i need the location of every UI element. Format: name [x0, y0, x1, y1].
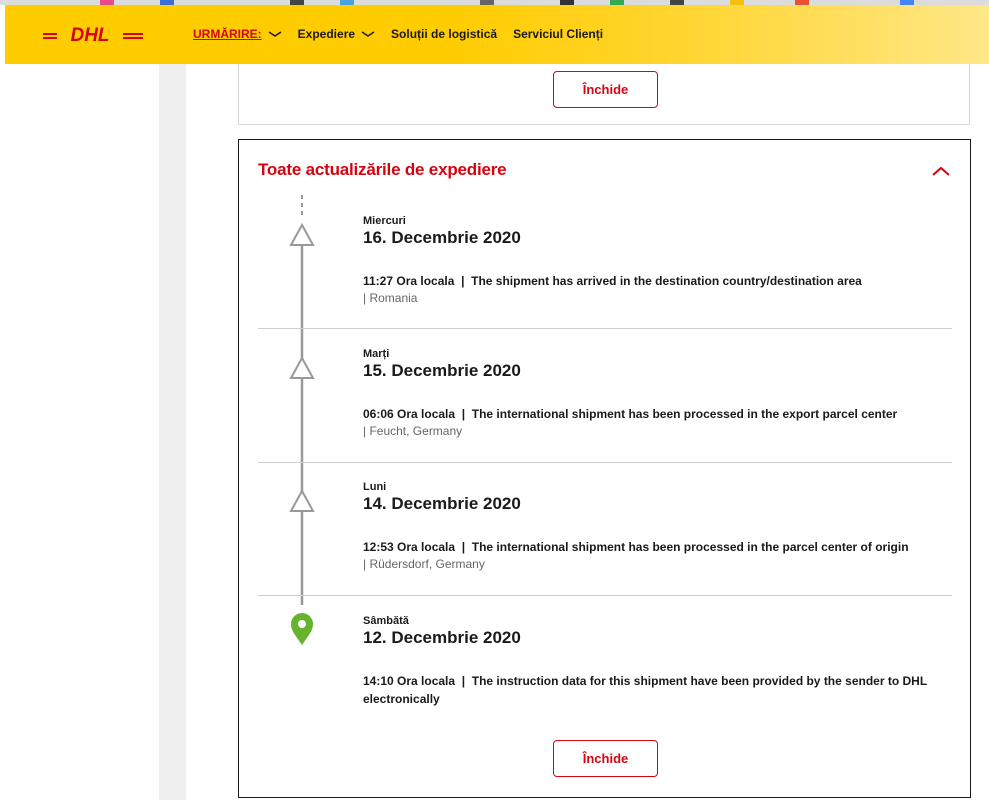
- main-nav: [193, 27, 619, 41]
- event-location: | Feucht, Germany: [363, 424, 463, 438]
- chevron-down-icon: [361, 29, 375, 39]
- event-date: 14. Decembrie 2020: [363, 494, 521, 513]
- nav-item-solutii-logistica[interactable]: [391, 27, 497, 41]
- event-divider: [258, 462, 952, 463]
- event-time: 11:27 Ora locala: [363, 274, 455, 288]
- event-date: 16. Decembrie 2020: [363, 228, 521, 247]
- nav-item-expediere[interactable]: [298, 27, 375, 41]
- event-divider: [258, 595, 952, 596]
- timeline-event: [363, 615, 953, 708]
- nav-label: URMĂRIRE:: [193, 27, 262, 41]
- event-date: 12. Decembrie 2020: [363, 628, 521, 647]
- chevron-up-icon[interactable]: [931, 164, 951, 178]
- event-description: 06:06 Ora locala | The international shipment has been processed in the export parcel center: [363, 407, 898, 421]
- timeline-event: [363, 348, 953, 438]
- location-pin-icon: [291, 613, 313, 645]
- triangle-marker-icon: [291, 225, 313, 245]
- left-gutter: [159, 64, 186, 800]
- event-time: 14:10 Ora locala: [363, 674, 456, 688]
- shipment-updates-panel: [238, 139, 971, 798]
- event-text: The international shipment has been processed in the export parcel center: [471, 407, 898, 421]
- event-weekday: Marți: [363, 348, 390, 360]
- nav-item-urmarire[interactable]: [193, 27, 282, 41]
- event-description: 11:27 Ora locala | The shipment has arrived in the destination country/destination area: [363, 274, 862, 288]
- event-text: The instruction data for this shipment have been provided by the sender to DHL electronically: [363, 674, 927, 706]
- event-date: 15. Decembrie 2020: [363, 361, 521, 380]
- event-divider: [258, 328, 952, 329]
- panel-title: Toate actualizările de expediere: [258, 160, 507, 179]
- event-weekday: Sâmbătă: [363, 615, 409, 627]
- shipment-details-card: [238, 64, 970, 125]
- event-weekday: Luni: [363, 481, 387, 493]
- timeline-event: [363, 215, 953, 305]
- chevron-down-icon: [268, 29, 282, 39]
- close-details-button[interactable]: Închide: [553, 71, 658, 108]
- triangle-marker-icon: [291, 358, 313, 378]
- event-location: | Romania: [363, 291, 418, 305]
- nav-label: Serviciul Clienți: [513, 27, 604, 41]
- dhl-logo[interactable]: [43, 24, 143, 46]
- timeline-event: [363, 481, 953, 571]
- event-time: 06:06 Ora locala: [363, 407, 456, 421]
- event-time: 12:53 Ora locala: [363, 540, 456, 554]
- nav-label: Expediere: [297, 27, 356, 41]
- event-location: | Rüdersdorf, Germany: [363, 557, 485, 571]
- close-updates-button[interactable]: Închide: [553, 740, 658, 777]
- event-description: 14:10 Ora locala | The instruction data for this shipment have been provided by the sender to DHL electronically: [363, 674, 927, 706]
- event-text: The international shipment has been processed in the parcel center of origin: [471, 540, 909, 554]
- event-text: The shipment has arrived in the destination country/destination area: [471, 274, 862, 288]
- nav-item-serviciul-clienti[interactable]: [513, 27, 603, 41]
- timeline-track: [279, 195, 325, 645]
- event-description: 12:53 Ora locala | The international shipment has been processed in the parcel center of origin: [363, 540, 909, 554]
- logo-text: DHL: [70, 25, 110, 46]
- site-header: [5, 5, 989, 64]
- event-weekday: Miercuri: [363, 215, 406, 227]
- triangle-marker-icon: [291, 491, 313, 511]
- nav-label: Soluții de logistică: [391, 27, 498, 41]
